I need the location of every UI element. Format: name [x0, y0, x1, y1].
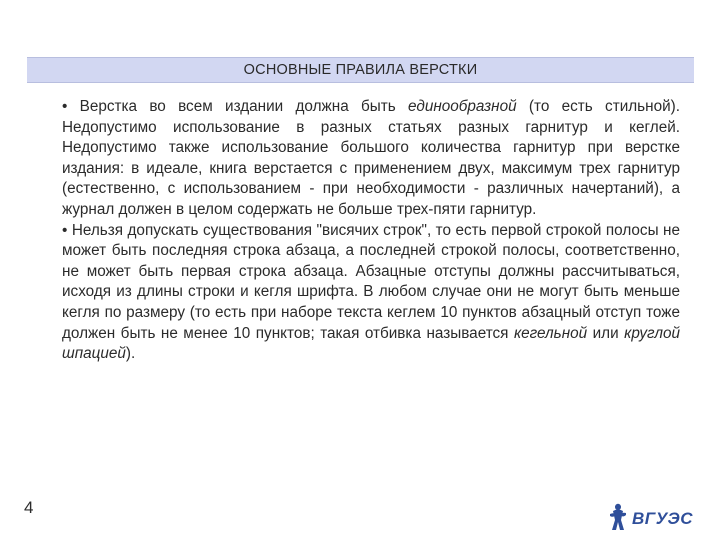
paragraph-1 [62, 97, 680, 221]
text-segment: ). [125, 345, 136, 363]
text-segment: (то есть стильной). Недопустимо использование в разных статьях разных гарнитур и кеглей. Недопустимо также использование большого количества гарнитур при верстке издания: в идеале, книга верстается с применением двух, максимум трех гарнитур (естественно, с использованием - при необходимости - различных начертаний), а журнал должен в целом содержать не больше трех-пяти гарнитур. [62, 98, 680, 218]
page-number: 4 [24, 498, 34, 517]
text-segment: или [587, 324, 625, 342]
title-bar [27, 57, 694, 83]
body-text [62, 97, 680, 365]
text-segment: • Верстка во всем издании должна быть [62, 98, 409, 115]
paragraph-2 [62, 221, 680, 365]
text-segment-italic: единообразной [408, 98, 517, 115]
university-logo-icon [608, 500, 698, 534]
logo-emblem-icon [610, 504, 626, 530]
page-title: ОСНОВНЫЕ ПРАВИЛА ВЕРСТКИ [243, 62, 478, 78]
text-segment-italic: круглой шпацией [62, 324, 681, 363]
text-segment-italic: кегельной [513, 324, 588, 342]
logo-text: ВГУЭС [632, 509, 693, 528]
text-segment: • Нельзя допускать существования "висячих строк", то есть первой строкой полосы не может быть последняя строка абзаца, а последней строкой полосы, соответственно, не может быть первая строка абзаца. Абзацные отступы должны рассчитываться, исходя из длины строки и кегля шрифта. В любом случае они не могут быть меньше кегля по размеру (то есть при наборе текста кеглем 10 пунктов абзацный отступ тоже должен быть не менее 10 пунктов; такая отбивка называется [62, 221, 680, 342]
